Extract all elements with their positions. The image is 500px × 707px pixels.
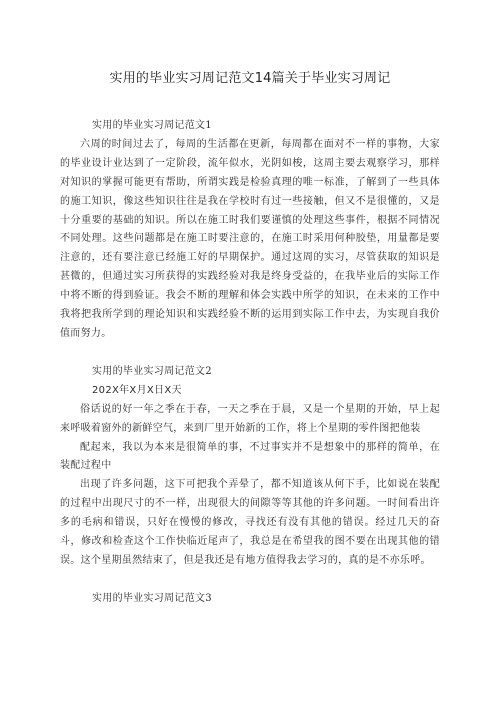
section-spacer bbox=[60, 344, 440, 363]
section-1-heading: 实用的毕业实习周记范文1 bbox=[92, 120, 212, 131]
section-2-heading: 实用的毕业实习周记范文2 bbox=[92, 365, 212, 377]
section-1-paragraph-1: 六周的时间过去了，每周的生活都在更新，每周都在面对不一样的事物，大家的毕业设计业达到了一定阶段，流年似水，光阴如梭，这周主要去观察学习，那样对知识的掌握可能更有帮助，所谓实践是检验真理的唯一标准，了解到了一些具体的施工知识，像这些知识往往是我在学校时有过一些接触，但又不是很懂的，又是十分重要的基础的知识。所以在施工时我们要谨慎的处理这些事件，根据不同情况不同处理。这些问题都是在施工时要注意的，在施工时采用何种胶垫，用量都是要注意的，还有要注意已经施工好的早期保护。通过这周的实习，尽管获取的知识是甚微的，但通过实习所获得的实践经验对我是终身受益的，在我毕业后的实际工作中将不断的得到验证。我会不断的理解和体会实践中所学的知识，在未来的工作中我将把我所学到的理论知识和实践经验不断的运用到实际工作中去，为实现自我价值而努力。 bbox=[60, 138, 440, 339]
document-body bbox=[60, 117, 440, 609]
section-spacer bbox=[60, 571, 440, 590]
section-2-paragraph-1: 俗话说的好一年之季在于春，一天之季在于晨，又是一个星期的开始，早上起来呼吸着窗外的新鲜空气，来到厂里开始新的工作，将上个星期的零件图把他装 bbox=[60, 403, 440, 434]
section-2-paragraph-3: 出现了许多问题，这下可把我个弄晕了，都不知道该从何下手，比如说在装配的过程中出现尺寸的不一样，出现很大的间隙等等其他的许多问题。一时间看出许多的毛病和错误，只好在慢慢的修改，寻找还有没有其他的错误。经过几天的奋斗，修改和检查这个工作快临近尾声了，我总是在希望我的图不要在出现其他的错误。这个星期虽然结束了，但是我还是有地方值得我去学习的，真的是不亦乐呼。 bbox=[60, 479, 440, 566]
section-2-paragraph-2: 配起来，我以为本来是很简单的事，不过事实并不是想象中的那样的简单，在装配过程中 bbox=[60, 441, 440, 472]
document-title: 实用的毕业实习周记范文14篇关于毕业实习周记 bbox=[109, 71, 391, 86]
section-3-heading: 实用的毕业实习周记范文3 bbox=[92, 592, 212, 604]
section-2-date: 202X年X月X日X天 bbox=[92, 384, 182, 396]
